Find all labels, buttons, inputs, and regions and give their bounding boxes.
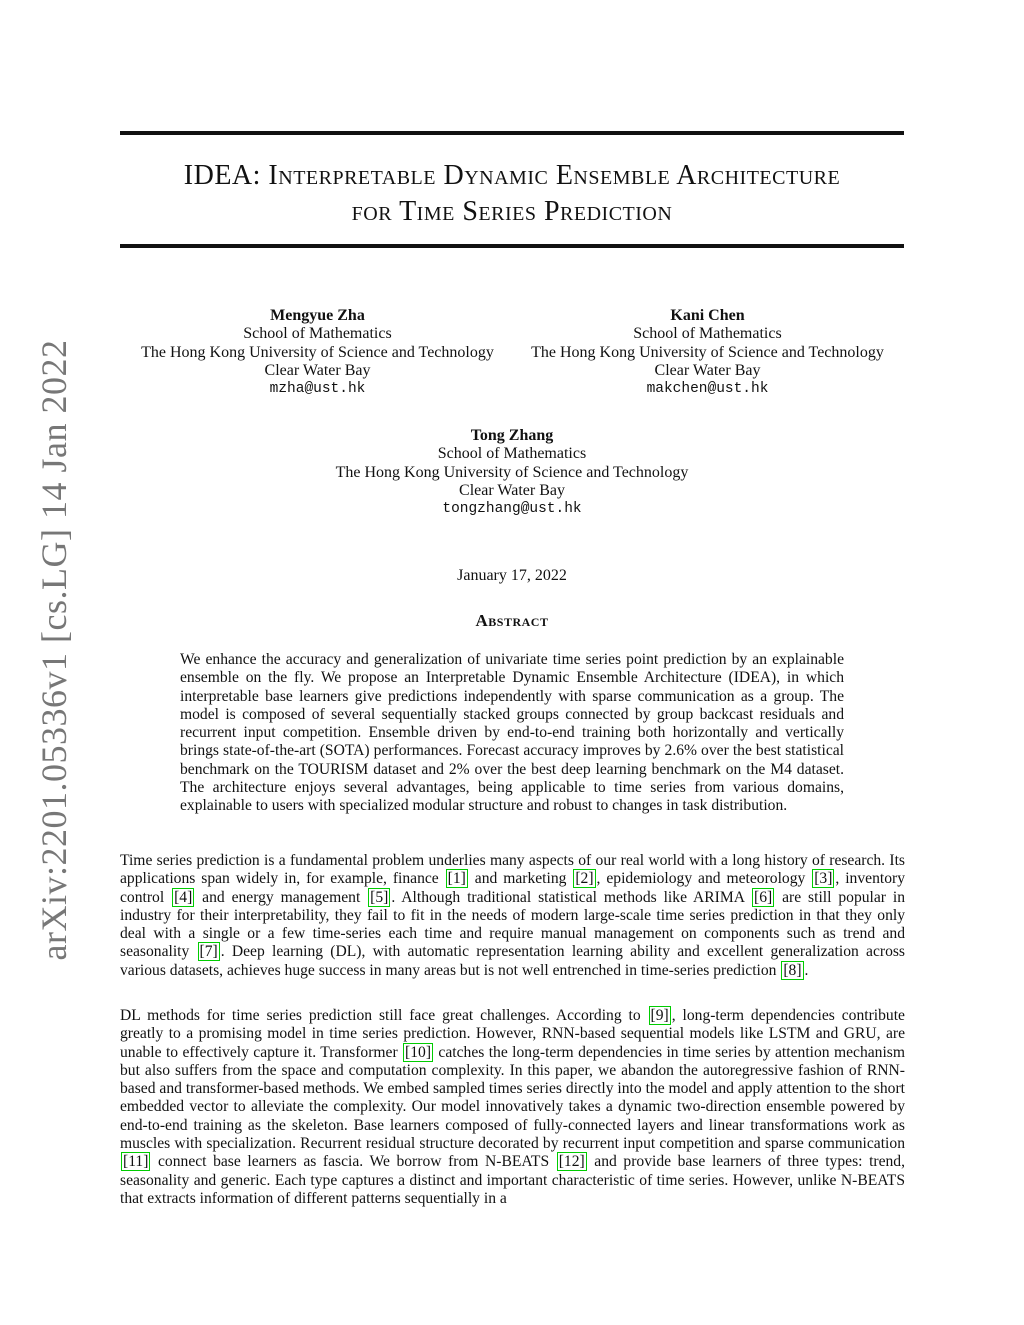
paragraph-text: catches the long-term dependencies in time series by attention mechanism but also suffers from the space and computation complexity. In this paper, we abandon the autoregressive fashion of RNN-based and transformer-based methods. We embed sampled times series directly into the model and apply attention to the short embedded vector to alleviate the complexity. Our model innovatively takes a dynamic two-direction ensemble powered by end-to-end training as the skeleton. Base learners composed of fully-connected layers and linear transformations work as muscles with specialization. Recurrent residual structure decorated by recurrent input competition and sparse communication: [120, 1043, 905, 1153]
author-location: Clear Water Bay: [459, 481, 565, 499]
paragraph-text: and provide base learners of three types: trend, seasonality and generic. Each type captures a distinct and important characteristic of time series. However, unlike N-BEATS that extracts information of different patterns sequentially in a: [120, 1153, 906, 1207]
citation-link[interactable]: [5]: [370, 888, 389, 906]
paragraph-text: DL methods for time series prediction still face great challenges. According to: [120, 1007, 648, 1024]
abstract-heading: Abstract: [475, 611, 549, 630]
paragraph-text: are still popular in industry for their interpretability, they fail to fit in the needs of modern large-scale time series prediction in that they only deal with a single or a few time-series each time and require manual management on components such as trend and seasonality: [120, 888, 906, 961]
paragraph-text: connect base learners as fascia. We borrow from N-BEATS: [151, 1153, 556, 1171]
author-institution: The Hong Kong University of Science and Technology: [335, 463, 689, 481]
abstract-text: We enhance the accuracy and generalization of univariate time series point prediction by an explainable ensemble on the fly. We propose an Interpretable Dynamic Ensemble Architecture (IDEA), in which interpretable base learners give predictions independently with sparse communication as a group. The model is composed of several sequentially stacked groups connected by group backcast residuals and recurrent input competition. Ensemble driven by end-to-end training both horizontally and vertically brings state-of-the-art (SOTA) performances. Forecast accuracy improves by 2.6% over the best statistical benchmark on the TOURISM dataset and 2% over the best deep learning benchmark on the M4 dataset. The architecture enjoys several advantages, being applicable to time series from various domains, explainable to users with specialized modular structure and robust to changes in task distribution.: [180, 651, 844, 815]
body-paragraph-1: [120, 852, 905, 980]
paragraph-text: , inventory control: [120, 870, 905, 906]
author-location: Clear Water Bay: [264, 361, 371, 379]
citation-link[interactable]: [1]: [447, 870, 466, 888]
paragraph-text: .: [804, 961, 809, 979]
author-dept: School of Mathematics: [437, 445, 587, 463]
citation-link[interactable]: [11]: [123, 1153, 149, 1171]
author-email[interactable]: makchen@ust.hk: [646, 381, 769, 398]
author-email[interactable]: tongzhang@ust.hk: [442, 501, 582, 518]
author-email[interactable]: mzha@ust.hk: [269, 381, 366, 398]
citation-link[interactable]: [4]: [174, 888, 193, 906]
paragraph-text: and energy management: [195, 888, 368, 906]
paper-date: January 17, 2022: [457, 567, 567, 584]
paragraph-text: , epidemiology and meteorology: [596, 870, 812, 888]
citation-link[interactable]: [6]: [754, 888, 773, 906]
citation-link[interactable]: [10]: [405, 1043, 432, 1061]
paragraph-text: . Although traditional statistical methods like ARIMA: [391, 888, 752, 906]
paragraph-text: Time series prediction is a fundamental problem underlies many aspects of our real world with a long history of research. Its applications span widely in, for example, finance: [120, 852, 905, 888]
title-line-2: for Time Series Prediction: [351, 196, 673, 227]
author-name: Tong Zhang: [470, 427, 554, 444]
author-institution: The Hong Kong University of Science and Technology: [141, 343, 494, 361]
title-line-1: IDEA: Interpretable Dynamic Ensemble Architecture: [183, 160, 841, 191]
author-institution: The Hong Kong University of Science and Technology: [531, 343, 884, 361]
citation-link[interactable]: [12]: [558, 1153, 585, 1171]
paper-title: [120, 158, 904, 230]
author-name: Mengyue Zha: [270, 307, 365, 324]
author-name: Kani Chen: [670, 307, 745, 324]
citation-link[interactable]: [7]: [199, 943, 218, 961]
paragraph-text: and marketing: [468, 870, 573, 888]
citation-link[interactable]: [3]: [814, 870, 833, 888]
paragraph-text: , long-term dependencies contribute greatly to a promising model in time series prediction. However, RNN-based sequential models like LSTM and GRU, are unable to effectively capture it. Transformer: [120, 1007, 905, 1061]
citation-link[interactable]: [2]: [575, 870, 594, 888]
author-block-3: [312, 427, 712, 518]
title-top-rule: [120, 131, 904, 135]
arxiv-side-stamp: arXiv:2201.05336v1 [cs.LG] 14 Jan 2022: [34, 339, 74, 961]
author-block-1: [120, 307, 515, 398]
citation-link[interactable]: [9]: [650, 1007, 669, 1024]
paragraph-text: . Deep learning (DL), with automatic representation learning ability and excellent generalization across various datasets, achieves huge success in many areas but is not well entrenched in time-series prediction: [120, 943, 905, 979]
title-bottom-rule: [120, 244, 904, 248]
author-dept: School of Mathematics: [243, 325, 392, 343]
body-paragraph-2: [120, 1007, 905, 1208]
author-block-2: [510, 307, 905, 398]
author-location: Clear Water Bay: [654, 361, 761, 379]
author-dept: School of Mathematics: [633, 325, 782, 343]
citation-link[interactable]: [8]: [783, 961, 802, 979]
